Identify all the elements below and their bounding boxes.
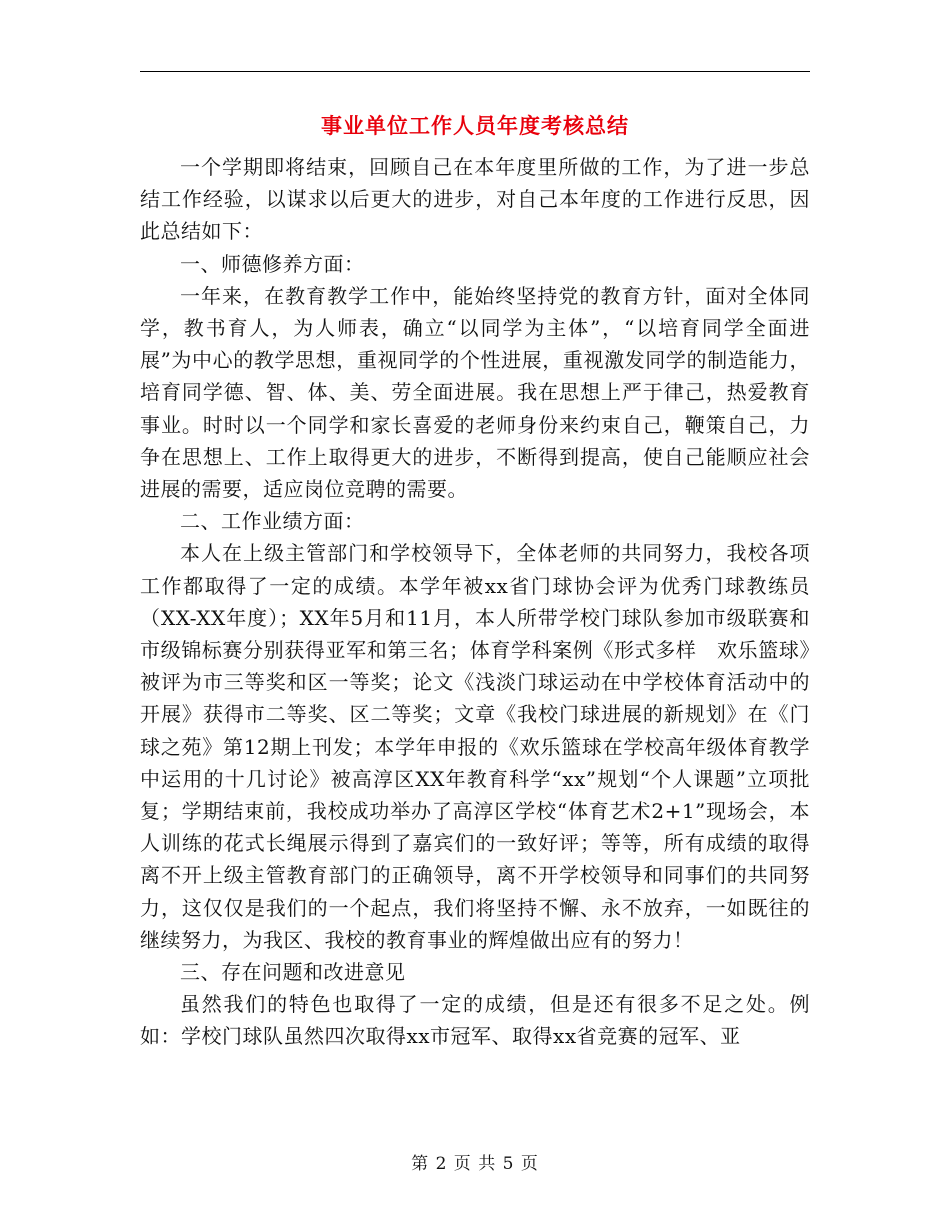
paragraph-ethics: 一年来，在教育教学工作中，能始终坚持党的教育方针，面对全体同学，教书育人，为人师表，确立“以同学为主体”，“以培育同学全面进展”为中心的教学思想，重视同学的个性进展，重视激发同学的制造能力，培育同学德、智、体、美、劳全面进展。我在思想上严于律己，热爱教育事业。时时以一个同学和家长喜爱的老师身份来约束自己，鞭策自己，力争在思想上、工作上取得更大的进步，不断得到提高，使自己能顺应社会进展的需要，适应岗位竞聘的需要。 — [140, 283, 810, 502]
paragraph-achievements: 本人在上级主管部门和学校领导下，全体老师的共同努力，我校各项工作都取得了一定的成绩。本学年被xx省门球协会评为优秀门球教练员（XX-XX年度）；XX年5月和11月，本人所带学校门球队参加市级联赛和市级锦标赛分别获得亚军和第三名；体育学科案例《形式多样 欢乐篮球》被评为市三等奖和区一等奖；论文《浅淡门球运动在中学校体育活动中的开展》获得市二等奖、区二等奖；文章《我校门球进展的新规划》在《门球之苑》第12期上刊发；本学年申报的《欢乐篮球在学校高年级体育教学中运用的十几讨论》被高淳区XX年教育科学“xx”规划“个人课题”立项批复；学期结束前，我校成功举办了高淳区学校“体育艺术2+1”现场会，本人训练的花式长绳展示得到了嘉宾们的一致好评；等等，所有成绩的取得离不开上级主管教育部门的正确领导，离不开学校领导和同事们的共同努力，这仅仅是我们的一个起点，我们将坚持不懈、永不放弃，一如既往的继续努力，为我区、我校的教育事业的辉煌做出应有的努力！ — [140, 541, 810, 952]
header-rule — [140, 71, 810, 72]
document-title: 事业单位工作人员年度考核总结 — [321, 113, 629, 138]
section-heading-problems: 三、存在问题和改进意见 — [180, 960, 406, 985]
section-heading-ethics: 一、师德修养方面： — [180, 251, 365, 276]
paragraph-intro: 一个学期即将结束，回顾自己在本年度里所做的工作，为了进一步总结工作经验，以谋求以后更大的进步，对自己本年度的工作进行反思，因此总结如下： — [140, 155, 810, 244]
section-heading-achievements: 二、工作业绩方面： — [180, 509, 365, 534]
paragraph-problems: 虽然我们的特色也取得了一定的成绩，但是还有很多不足之处。例如：学校门球队虽然四次取得xx市冠军、取得xx省竞赛的冠军、亚 — [140, 992, 810, 1049]
document-body — [140, 151, 810, 1053]
page-number: 第 2 页 共 5 页 — [411, 1154, 539, 1174]
